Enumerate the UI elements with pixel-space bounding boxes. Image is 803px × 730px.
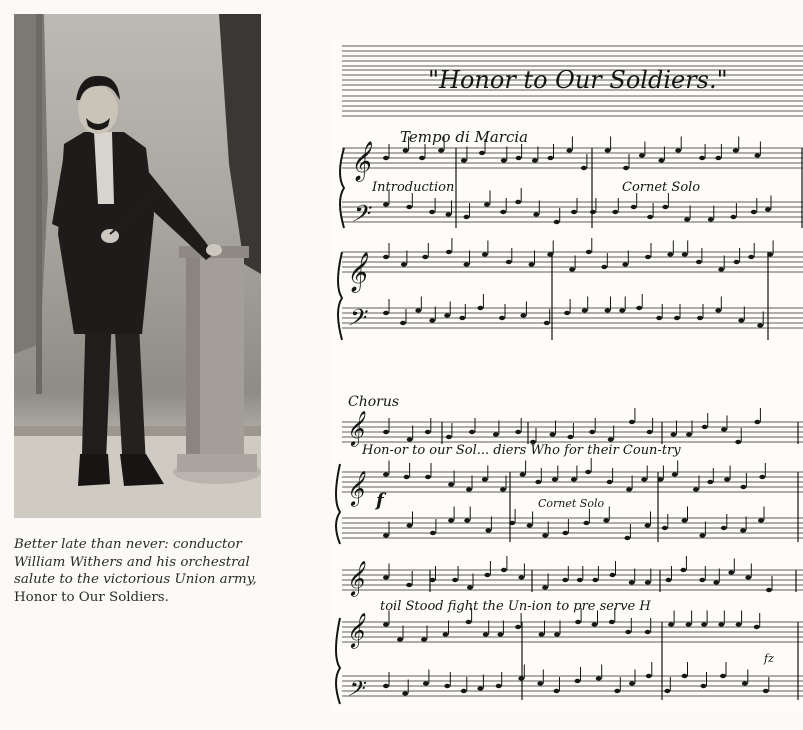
note-head [631,205,637,209]
note-head [429,318,435,322]
note-head [585,470,591,474]
note-head [515,625,521,629]
note-head [477,686,483,690]
note-head [482,252,488,256]
note-head [745,575,751,579]
note-head [702,425,708,429]
note-head [672,472,678,476]
note-head [554,689,560,693]
note-head [461,689,467,693]
note-head [466,620,472,624]
brace-icon [336,464,340,544]
note-head [438,148,444,152]
note-head [645,523,651,527]
sheet-music-manuscript [332,40,803,712]
treble-clef-icon: 𝄞 [350,141,371,181]
note-head [733,148,739,152]
note-head [500,210,506,214]
conductor-photograph [14,14,261,518]
note-head [407,523,413,527]
caption-line-3: salute to the victorious Union army, [14,572,257,588]
note-head [647,430,653,434]
note-head [629,681,635,685]
note-head [715,156,721,160]
note-head [403,148,409,152]
note-head [667,252,673,256]
bass-clef-icon: 𝄢 [350,200,369,233]
note-head [582,308,588,312]
note-head [515,200,521,204]
cornet-solo-label: Cornet Solo [538,497,605,510]
treble-clef-icon: 𝄞 [346,613,364,648]
note-head [446,212,452,216]
caption-line-2: William Withers and his orchestral [14,554,250,570]
note-head [603,518,609,522]
note-head [397,637,403,641]
note-head [701,622,707,626]
note-head [699,533,705,537]
note-head [383,684,389,688]
note-head [720,674,726,678]
note-head [430,578,436,582]
note-head [564,311,570,315]
note-head [569,267,575,271]
note-head [515,430,521,434]
note-head [529,262,535,266]
note-head [605,308,611,312]
note-head [448,518,454,522]
note-head [484,573,490,577]
note-head [699,156,705,160]
conductor-portrait-image [14,14,261,518]
note-head [464,215,470,219]
note-head [614,689,620,693]
note-head [383,575,389,579]
note-head [735,440,741,444]
note-head [552,477,558,481]
brace-icon [336,618,340,704]
treble-clef-icon: 𝄞 [346,561,364,596]
wall-pillar [36,14,42,394]
note-head [430,531,436,535]
note-head [612,210,618,214]
note-head [520,472,526,476]
note-head [539,632,545,636]
score-title: "Honor to Our Soldiers." [428,66,728,94]
note-head [765,207,771,211]
note-head [754,153,760,157]
note-head [586,250,592,254]
note-head [686,432,692,436]
note-head [601,265,607,269]
note-head [718,622,724,626]
note-head [607,480,613,484]
photo-caption [14,536,276,606]
caption-line-1: Better late than never: conductor [14,537,242,552]
note-head [415,308,421,312]
note-head [459,316,465,320]
note-head [721,526,727,530]
note-head [748,255,754,259]
cornet-solo-label: Cornet Solo [622,180,701,195]
note-head [499,316,505,320]
note-head [575,679,581,683]
note-head [596,676,602,680]
note-head [383,622,389,626]
note-head [501,158,507,162]
bass-clef-icon: 𝄢 [346,677,363,707]
note-head [707,480,713,484]
note-head [622,262,628,266]
note-head [421,637,427,641]
note-head [730,215,736,219]
note-head [619,308,625,312]
note-head [624,536,630,540]
note-head [506,260,512,264]
note-head [483,632,489,636]
note-head [484,202,490,206]
note-head [740,485,746,489]
note-head [639,153,645,157]
note-head [466,487,472,491]
note-head [671,432,677,436]
brace-icon [338,252,342,340]
note-head [383,472,389,476]
note-head [708,217,714,221]
note-head [682,518,688,522]
note-head [448,482,454,486]
note-head [518,575,524,579]
tempo-marking: Tempo di Marcia [400,128,529,146]
note-head [477,306,483,310]
note-head [751,210,757,214]
note-head [662,205,668,209]
treble-clef-icon: 𝄞 [346,252,367,292]
treble-clef-icon: 𝄞 [346,471,364,506]
note-head [404,475,410,479]
dynamic-forzando: fz [764,652,774,665]
note-head [684,217,690,221]
note-head [662,526,668,530]
note-head [609,620,615,624]
note-head [699,578,705,582]
note-head [518,676,524,680]
note-head [383,430,389,434]
treble-clef-icon: 𝄞 [346,411,364,446]
note-head [675,148,681,152]
note-head [467,585,473,589]
note-head [493,432,499,436]
note-head [407,437,413,441]
note-head [610,573,616,577]
note-head [666,578,672,582]
lyrics-line-2: toil Stood fight the Un-ion to pre serve H [380,599,651,614]
note-head [767,252,773,256]
note-head [626,487,632,491]
note-head [581,166,587,170]
note-head [718,267,724,271]
note-head [721,427,727,431]
note-head [406,205,412,209]
note-head [482,477,488,481]
note-head [738,318,744,322]
note-head [443,632,449,636]
note-head [592,622,598,626]
curtain-left [14,14,48,354]
note-head [419,156,425,160]
note-head [533,212,539,216]
note-head [647,215,653,219]
note-head [724,477,730,481]
note-head [715,308,721,312]
note-head [423,681,429,685]
note-head [554,632,560,636]
note-head [542,585,548,589]
note-head [532,158,538,162]
note-head [754,625,760,629]
note-head [693,487,699,491]
note-head [571,210,577,214]
note-head [664,689,670,693]
note-head [754,420,760,424]
note-head [656,316,662,320]
note-head [736,622,742,626]
note-head [446,435,452,439]
note-head [701,684,707,688]
note-head [485,528,491,532]
note-head [728,570,734,574]
note-head [383,202,389,206]
note-head [547,252,553,256]
note-head [686,622,692,626]
note-head [766,588,772,592]
note-head [520,313,526,317]
note-head [383,255,389,259]
note-head [452,578,458,582]
manuscript-score [332,40,803,712]
note-head [550,432,556,436]
note-head [479,151,485,155]
note-head [589,430,595,434]
note-head [696,260,702,264]
dynamic-forte: f [376,490,384,511]
introduction-label: Introduction [372,180,455,195]
note-head [527,523,533,527]
note-head [674,316,680,320]
note-head [464,518,470,522]
note-head [383,156,389,160]
note-head [629,420,635,424]
note-head [444,313,450,317]
note-head [400,321,406,325]
note-head [658,158,664,162]
note-head [625,630,631,634]
note-head [636,306,642,310]
note-head [668,622,674,626]
note-head [444,684,450,688]
note-head [548,156,554,160]
note-head [682,252,688,256]
lyrics-line-1: Hon-or to our Sol... diers Who for their Coun-try [362,443,681,458]
note-head [566,148,572,152]
note-head [562,578,568,582]
note-head [629,580,635,584]
note-head [682,674,688,678]
note-head [497,632,503,636]
note-head [496,684,502,688]
note-head [645,630,651,634]
note-head [757,323,763,327]
bass-clef-icon: 𝄢 [346,304,365,337]
curtain-right [219,14,261,274]
note-head [535,480,541,484]
note-head [537,681,543,685]
chorus-label: Chorus [348,394,400,410]
note-head [657,477,663,481]
note-head [763,689,769,693]
note-head [759,475,765,479]
note-head [383,311,389,315]
note-head [697,316,703,320]
caption-piece-title: Honor to Our Soldiers. [14,589,169,605]
note-head [383,533,389,537]
note-head [645,255,651,259]
note-head [575,620,581,624]
note-head [464,262,470,266]
note-head [646,674,652,678]
note-head [425,475,431,479]
note-head [571,477,577,481]
note-head [401,262,407,266]
note-head [713,580,719,584]
note-head [680,568,686,572]
note-head [544,321,550,325]
note-head [567,435,573,439]
note-head [605,148,611,152]
brace-icon [340,148,344,228]
note-head [461,158,467,162]
note-head [554,220,560,224]
note-head [406,583,412,587]
note-head [641,477,647,481]
note-head [422,255,428,259]
note-head [402,691,408,695]
note-head [583,521,589,525]
note-head [500,487,506,491]
note-head [469,430,475,434]
note-head [516,156,522,160]
note-head [742,681,748,685]
note-head [509,521,515,525]
note-head [425,430,431,434]
note-head [592,578,598,582]
note-head [446,250,452,254]
note-head [577,578,583,582]
note-head [758,518,764,522]
note-head [590,210,596,214]
note-head [740,528,746,532]
note-head [501,568,507,572]
note-head [645,580,651,584]
note-head [623,166,629,170]
note-head [542,533,548,537]
note-head [734,260,740,264]
note-head [608,437,614,441]
note-head [429,210,435,214]
note-head [562,531,568,535]
